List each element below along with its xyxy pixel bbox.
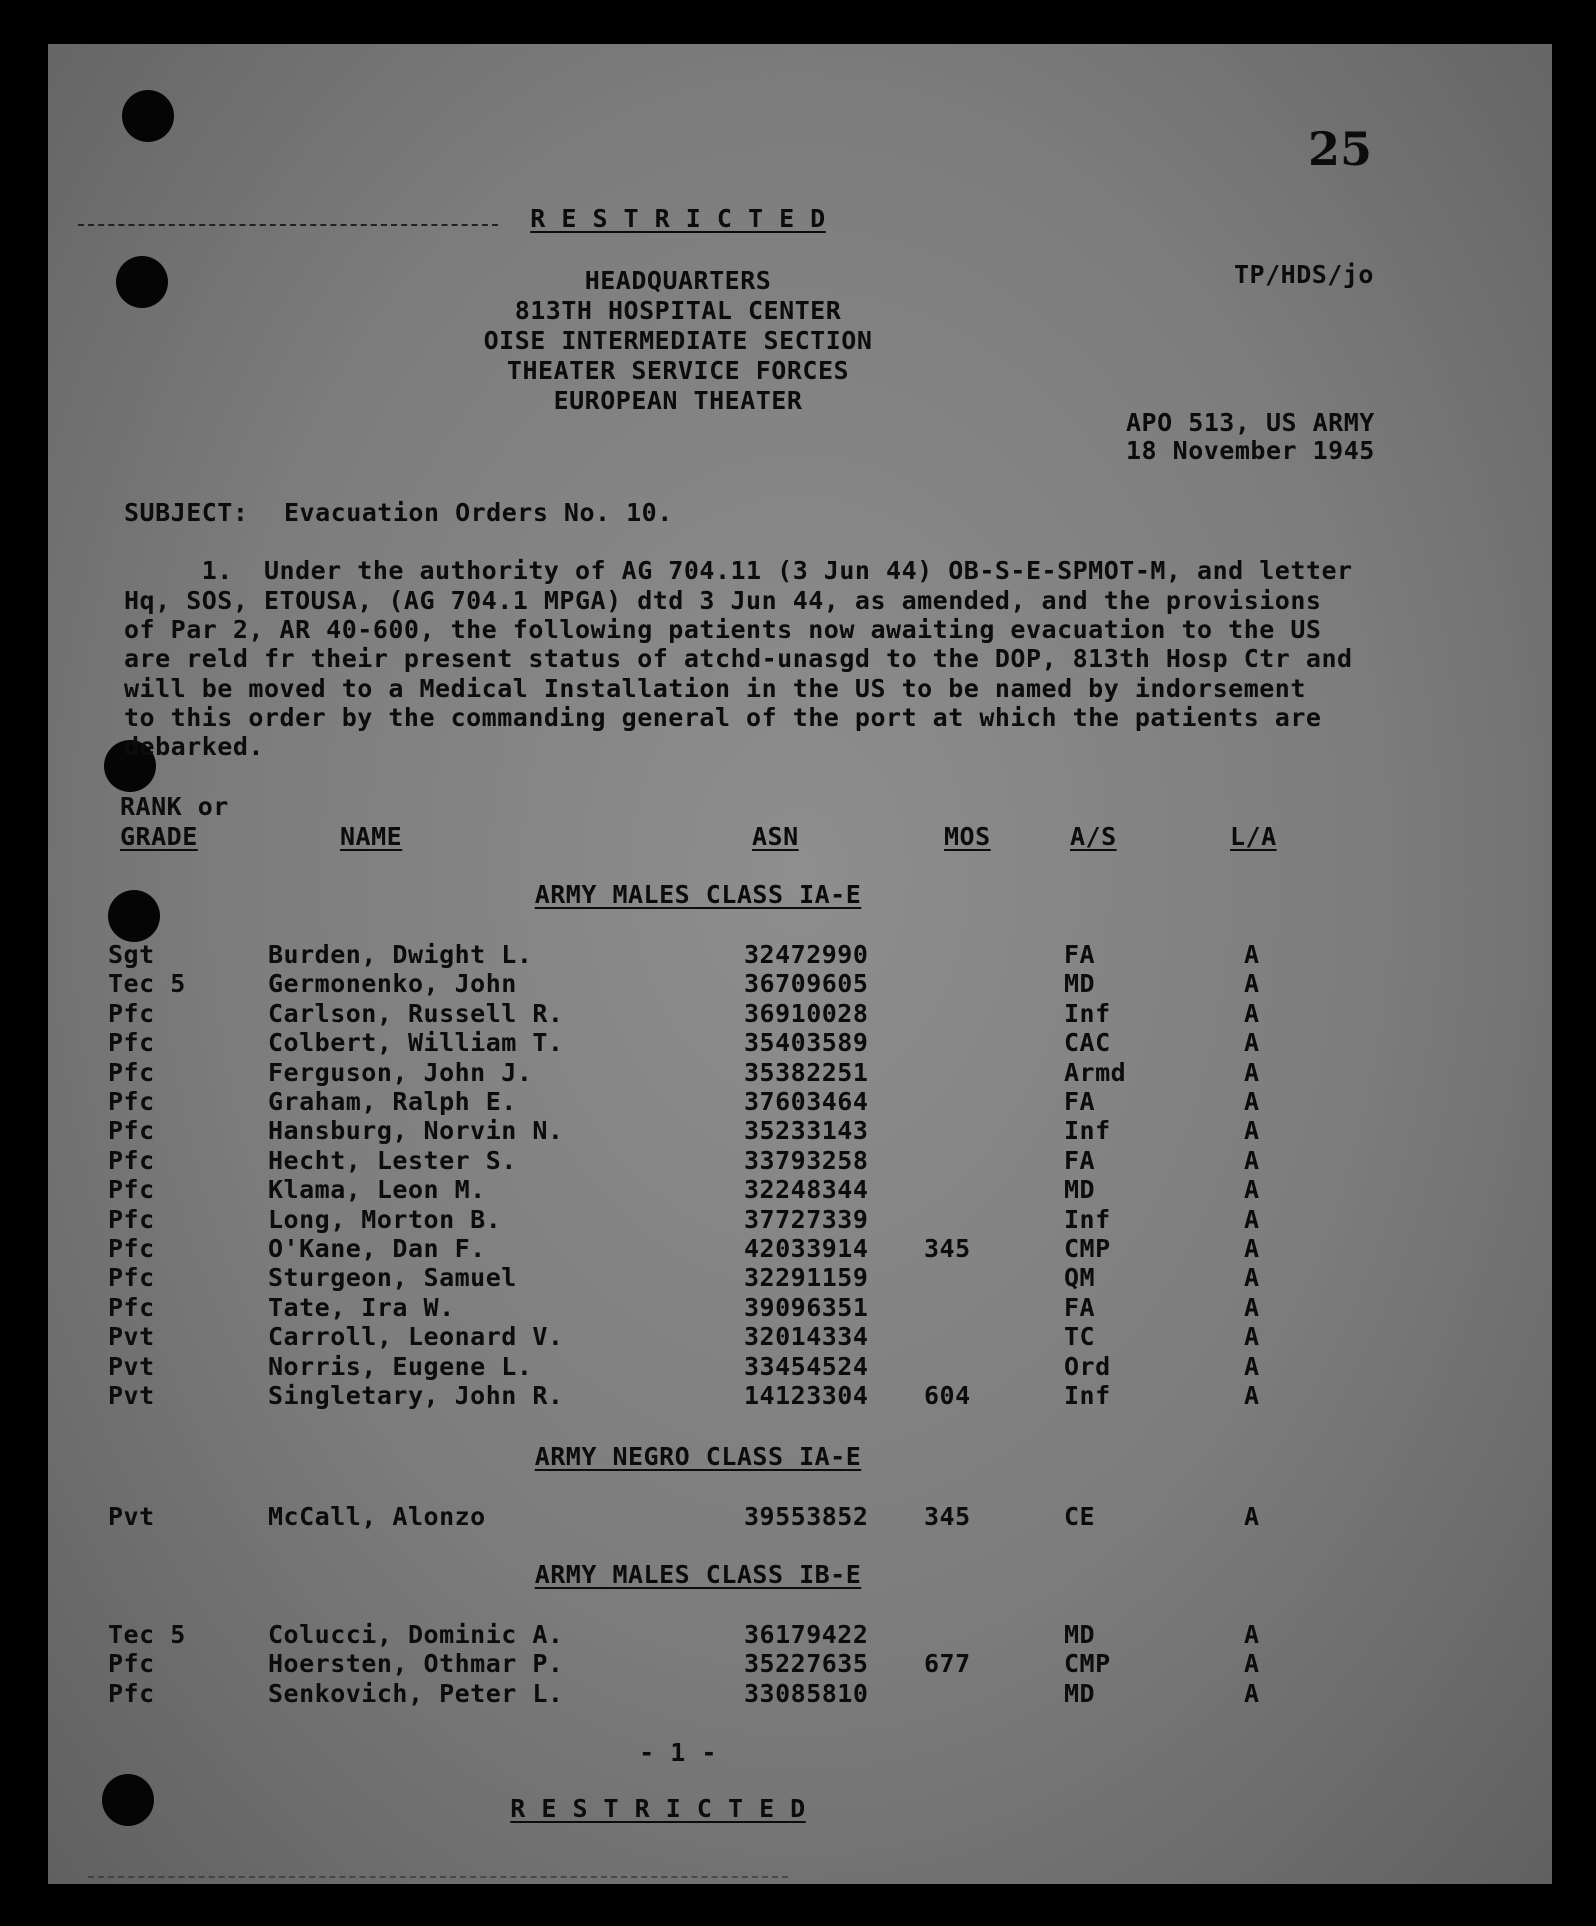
cell-as: FA [1064, 1146, 1096, 1175]
cell-asn: 36709605 [744, 969, 869, 998]
table-row [48, 1381, 1552, 1410]
cell-la: A [1244, 1058, 1260, 1087]
cell-la: A [1244, 1116, 1260, 1145]
section-title: ARMY MALES CLASS IA-E [534, 880, 862, 909]
cell-name: Tate, Ira W. [268, 1293, 455, 1322]
paragraph-line: Hq, SOS, ETOUSA, (AG 704.1 MPGA) dtd 3 Jun 44, as amended, and the provisions [124, 586, 1322, 615]
cell-asn: 35233143 [744, 1116, 869, 1145]
location: APO 513, US ARMY [1126, 408, 1375, 437]
cell-la: A [1244, 1175, 1260, 1204]
restricted-marking-bottom: R E S T R I C T E D [510, 1794, 806, 1823]
subject: Evacuation Orders No. 10. [284, 498, 673, 527]
document-page [48, 44, 1552, 1884]
table-row [48, 1146, 1552, 1175]
cell-rank: Pfc [108, 1028, 155, 1057]
headquarters-line: OISE INTERMEDIATE SECTION [483, 326, 873, 355]
cell-mos: 345 [924, 1234, 971, 1263]
cell-name: McCall, Alonzo [268, 1502, 486, 1531]
cell-asn: 33454524 [744, 1352, 869, 1381]
restricted-marking-top: R E S T R I C T E D [530, 204, 826, 233]
cell-as: FA [1064, 940, 1096, 969]
cell-as: MD [1064, 1679, 1096, 1708]
headquarters-line: EUROPEAN THEATER [553, 386, 803, 415]
paragraph-line: of Par 2, AR 40-600, the following patients now awaiting evacuation to the US [124, 615, 1322, 644]
paragraph-line: are reld fr their present status of atchd-unasgd to the DOP, 813th Hosp Ctr and [124, 644, 1353, 673]
cell-as: Inf [1064, 999, 1111, 1028]
paragraph-line: 1. Under the authority of AG 704.11 (3 Jun 44) OB-S-E-SPMOT-M, and letter [124, 556, 1353, 585]
cell-la: A [1244, 1087, 1260, 1116]
cell-asn: 39096351 [744, 1293, 869, 1322]
subject-label: SUBJECT: [124, 498, 249, 527]
cell-as: CE [1064, 1502, 1096, 1531]
cell-name: Ferguson, John J. [268, 1058, 533, 1087]
table-row [48, 1087, 1552, 1116]
cell-asn: 36910028 [744, 999, 869, 1028]
cell-as: Inf [1064, 1205, 1111, 1234]
cell-rank: Pfc [108, 1116, 155, 1145]
cell-rank: Pfc [108, 1649, 155, 1678]
cell-name: Long, Morton B. [268, 1205, 502, 1234]
cell-asn: 37727339 [744, 1205, 869, 1234]
cell-name: Burden, Dwight L. [268, 940, 533, 969]
cell-rank: Pfc [108, 1205, 155, 1234]
cell-asn: 32291159 [744, 1263, 869, 1292]
punch-hole [108, 890, 160, 942]
cell-as: FA [1064, 1087, 1096, 1116]
header-as: A/S [1070, 822, 1117, 851]
cell-name: Hansburg, Norvin N. [268, 1116, 564, 1145]
cell-name: Sturgeon, Samuel [268, 1263, 517, 1292]
cell-name: Norris, Eugene L. [268, 1352, 533, 1381]
date: 18 November 1945 [1126, 436, 1375, 465]
cell-la: A [1244, 1028, 1260, 1057]
cell-as: MD [1064, 1620, 1096, 1649]
header-name: NAME [340, 822, 403, 851]
cell-la: A [1244, 1263, 1260, 1292]
cell-asn: 42033914 [744, 1234, 869, 1263]
cell-name: O'Kane, Dan F. [268, 1234, 486, 1263]
cell-la: A [1244, 1234, 1260, 1263]
cell-rank: Pfc [108, 1175, 155, 1204]
cell-rank: Pfc [108, 1293, 155, 1322]
cell-as: CMP [1064, 1234, 1111, 1263]
cell-rank: Pfc [108, 999, 155, 1028]
cell-rank: Tec 5 [108, 969, 186, 998]
cell-asn: 33793258 [744, 1146, 869, 1175]
cell-rank: Pfc [108, 1679, 155, 1708]
table-row [48, 1293, 1552, 1322]
table-row [48, 1322, 1552, 1351]
cell-asn: 32248344 [744, 1175, 869, 1204]
cell-as: CMP [1064, 1649, 1111, 1678]
cell-asn: 39553852 [744, 1502, 869, 1531]
cell-la: A [1244, 999, 1260, 1028]
cell-la: A [1244, 1205, 1260, 1234]
cell-asn: 32014334 [744, 1322, 869, 1351]
cell-rank: Pfc [108, 1263, 155, 1292]
cell-rank: Pvt [108, 1352, 155, 1381]
cell-rank: Tec 5 [108, 1620, 186, 1649]
footer-page-number: - 1 - [639, 1738, 717, 1767]
table-row [48, 1679, 1552, 1708]
cell-name: Singletary, John R. [268, 1381, 564, 1410]
cell-as: MD [1064, 969, 1096, 998]
cell-mos: 604 [924, 1381, 971, 1410]
table-row [48, 1502, 1552, 1531]
cell-name: Klama, Leon M. [268, 1175, 486, 1204]
table-row [48, 1058, 1552, 1087]
cell-la: A [1244, 1322, 1260, 1351]
headquarters-line: HEADQUARTERS [584, 266, 772, 295]
table-row [48, 1263, 1552, 1292]
cell-as: FA [1064, 1293, 1096, 1322]
header-rank-line2: GRADE [120, 822, 198, 851]
cell-name: Germonenko, John [268, 969, 517, 998]
cell-as: MD [1064, 1175, 1096, 1204]
table-row [48, 1234, 1552, 1263]
cell-asn: 35382251 [744, 1058, 869, 1087]
cell-name: Colucci, Dominic A. [268, 1620, 564, 1649]
cell-la: A [1244, 1352, 1260, 1381]
cell-la: A [1244, 940, 1260, 969]
cell-as: TC [1064, 1322, 1096, 1351]
headquarters-line: THEATER SERVICE FORCES [506, 356, 850, 385]
cell-rank: Pvt [108, 1381, 155, 1410]
cell-as: Inf [1064, 1381, 1111, 1410]
cell-la: A [1244, 969, 1260, 998]
cell-rank: Pfc [108, 1146, 155, 1175]
cell-as: CAC [1064, 1028, 1111, 1057]
section-title: ARMY NEGRO CLASS IA-E [534, 1442, 862, 1471]
table-row [48, 1116, 1552, 1145]
punch-hole [122, 90, 174, 142]
section-title: ARMY MALES CLASS IB-E [534, 1560, 862, 1589]
cell-asn: 35403589 [744, 1028, 869, 1057]
cell-as: Ord [1064, 1352, 1111, 1381]
cell-rank: Pvt [108, 1502, 155, 1531]
cell-rank: Pfc [108, 1087, 155, 1116]
table-row [48, 1175, 1552, 1204]
punch-hole [102, 1774, 154, 1826]
cell-name: Carlson, Russell R. [268, 999, 564, 1028]
reference-code: TP/HDS/jo [1234, 260, 1374, 289]
table-row [48, 969, 1552, 998]
cell-name: Graham, Ralph E. [268, 1087, 517, 1116]
cell-la: A [1244, 1649, 1260, 1678]
cell-asn: 35227635 [744, 1649, 869, 1678]
cell-mos: 345 [924, 1502, 971, 1531]
cell-asn: 37603464 [744, 1087, 869, 1116]
decorative-dash-line [78, 224, 498, 226]
cell-la: A [1244, 1293, 1260, 1322]
cell-as: QM [1064, 1263, 1096, 1292]
header-mos: MOS [944, 822, 991, 851]
page-number: 25 [1308, 122, 1373, 176]
header-rank-line1: RANK or [120, 792, 229, 821]
cell-as: Inf [1064, 1116, 1111, 1145]
cell-la: A [1244, 1502, 1260, 1531]
header-asn: ASN [752, 822, 799, 851]
cell-name: Hoersten, Othmar P. [268, 1649, 564, 1678]
table-row [48, 1028, 1552, 1057]
cell-as: Armd [1064, 1058, 1127, 1087]
cell-asn: 32472990 [744, 940, 869, 969]
cell-la: A [1244, 1679, 1260, 1708]
table-row [48, 940, 1552, 969]
cell-rank: Pfc [108, 1058, 155, 1087]
cell-asn: 14123304 [744, 1381, 869, 1410]
cell-rank: Pvt [108, 1322, 155, 1351]
cell-name: Senkovich, Peter L. [268, 1679, 564, 1708]
table-row [48, 1620, 1552, 1649]
cell-rank: Pfc [108, 1234, 155, 1263]
cell-name: Hecht, Lester S. [268, 1146, 517, 1175]
table-row [48, 1205, 1552, 1234]
paragraph-line: to this order by the commanding general of the port at which the patients are [124, 703, 1322, 732]
paragraph-line: debarked. [124, 732, 264, 761]
paragraph-line: will be moved to a Medical Installation in the US to be named by indorsement [124, 674, 1306, 703]
cell-name: Colbert, William T. [268, 1028, 564, 1057]
punch-hole [116, 256, 168, 308]
cell-rank: Sgt [108, 940, 155, 969]
cell-mos: 677 [924, 1649, 971, 1678]
table-row [48, 999, 1552, 1028]
cell-asn: 36179422 [744, 1620, 869, 1649]
table-row [48, 1649, 1552, 1678]
cell-la: A [1244, 1381, 1260, 1410]
headquarters-line: 813TH HOSPITAL CENTER [514, 296, 842, 325]
decorative-dash-line [88, 1876, 788, 1878]
cell-la: A [1244, 1620, 1260, 1649]
cell-name: Carroll, Leonard V. [268, 1322, 564, 1351]
cell-la: A [1244, 1146, 1260, 1175]
cell-asn: 33085810 [744, 1679, 869, 1708]
table-row [48, 1352, 1552, 1381]
header-la: L/A [1230, 822, 1277, 851]
